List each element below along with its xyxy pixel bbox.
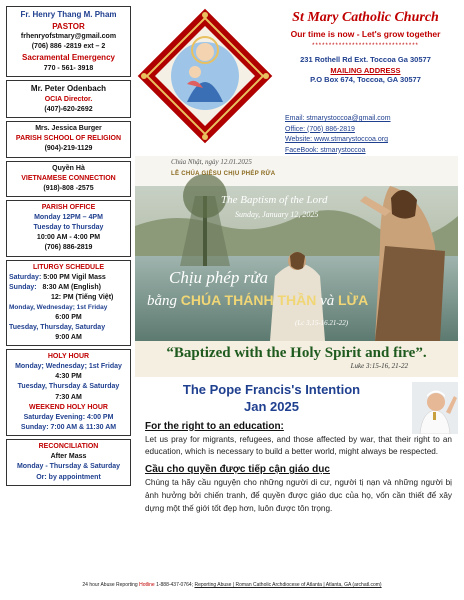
abuse-report-link[interactable]: Reporting Abuse | Roman Catholic Archdiocese of Atlanta | Atlanta, GA (archatl.com) xyxy=(194,582,382,588)
ocia-name: Mr. Peter Odenbach xyxy=(30,84,107,94)
pastor-box xyxy=(6,6,131,77)
banner-vn-line2 xyxy=(147,292,368,310)
main-content xyxy=(135,6,458,578)
liturgy-mwf-label: Monday, Wednesday; 1st Friday xyxy=(9,304,108,312)
liturgy-sun-label: Sunday: xyxy=(9,283,37,291)
vietnamese-role: VIETNAMESE CONNECTION xyxy=(21,174,116,182)
facebook-link[interactable]: FaceBook: stmarystoccoa xyxy=(285,146,366,154)
liturgy-box xyxy=(6,260,131,346)
reconciliation-title: RECONCILIATION xyxy=(38,443,99,451)
pastor-email[interactable]: frhenryofstmary@gmail.com xyxy=(20,33,117,41)
vietnamese-box xyxy=(6,161,131,197)
po-box: P.O Box 674, Toccoa, GA 30577 xyxy=(310,74,421,84)
website-link[interactable]: Website: www.stmarystoccoa.org xyxy=(285,136,388,143)
banner-vn-line2-mid: và xyxy=(316,293,338,309)
footer-hotline: Hotline xyxy=(139,582,155,588)
pastor-name: Fr. Henry Thang M. Pham xyxy=(20,10,117,19)
header xyxy=(135,6,458,156)
liturgy-sun-value-1: 8:30 AM (English) xyxy=(42,283,101,291)
liturgy-title: LITURGY SCHEDULE xyxy=(32,263,105,271)
holy-hour-line4: 7:30 AM xyxy=(55,393,82,401)
office-line3: 10:00 AM - 4:00 PM xyxy=(36,234,101,242)
vietnamese-phone: (918)-808 -2575 xyxy=(43,184,94,192)
intention-subtitle-vn: Cầu cho quyền được tiếp cận giáo dục xyxy=(145,464,330,476)
banner-vn-ref: (Lc 3,15-16.21-22) xyxy=(295,319,349,327)
banner-vn-line1: Chịu phép rửa xyxy=(169,268,268,287)
holy-hour-line1: Monday; Wednesday; 1st Friday xyxy=(15,363,122,371)
banner-vn-line2-pre: bằng xyxy=(147,293,181,309)
intention-title-1: The Pope Francis's Intention xyxy=(182,382,361,397)
banner-title-en: The Baptism of the Lord xyxy=(221,194,328,206)
banner-vn-line2-end: LỪA xyxy=(338,292,369,308)
street-address: 231 Rothell Rd Ext. Toccoa Ga 30577 xyxy=(300,55,431,64)
liturgy-sun-value-2: 12: PM (Tiếng Việt) xyxy=(51,294,114,302)
emergency-label: Sacramental Emergency xyxy=(22,53,115,63)
weekend-sat: Saturday Evening: 4:00 PM xyxy=(23,413,114,421)
holy-hour-box xyxy=(6,349,131,436)
banner-feast-vn: LỄ CHÚA GIÊSU CHỊU PHÉP RỬA xyxy=(171,171,276,177)
intention-title-2: Jan 2025 xyxy=(244,398,299,414)
religion-name: Mrs. Jessica Burger xyxy=(35,125,102,133)
reconciliation-line3: Or: by appointment xyxy=(36,473,101,481)
liturgy-sat-label: Saturday: xyxy=(9,273,42,281)
tagline: Our time is now - Let's grow together xyxy=(290,29,441,39)
mailing-label: MAILING ADDRESS xyxy=(330,65,401,75)
intention-text-vn: Chúng ta hãy cầu nguyện cho những người di cư, người tị nạn và những người bị ảnh hưởng bởi chiến tranh, để quyền được giáo dục của họ, vốn cần thiết để xây dựng một thế giới tốt đẹp hơn, luôn được tôn trọng. xyxy=(145,478,452,513)
holy-hour-line2: 4:30 PM xyxy=(55,373,82,381)
scripture-ref: Luke 3:15-16, 21-22 xyxy=(350,362,408,370)
banner-date-vn: Chúa Nhật, ngày 12.01.2025 xyxy=(171,158,252,166)
ocia-phone: (407)-620-2692 xyxy=(44,105,93,113)
reconciliation-box xyxy=(6,439,131,486)
sidebar xyxy=(6,6,131,576)
ocia-box xyxy=(6,80,131,118)
reconciliation-line1: After Mass xyxy=(50,453,87,461)
intention-subtitle-en: For the right to an education: xyxy=(145,420,284,432)
office-title: PARISH OFFICE xyxy=(41,203,96,211)
emergency-phone: 770 - 561- 3918 xyxy=(43,65,94,73)
liturgy-sat-value: 5:00 PM Vigil Mass xyxy=(43,273,106,281)
office-line1: Monday 12PM – 4PM xyxy=(34,214,103,222)
office-phone: (706) 886-2819 xyxy=(44,244,93,252)
holy-hour-line3: Tuesday, Thursday & Saturday xyxy=(17,383,120,391)
baptism-banner xyxy=(135,156,458,341)
intention-text-en: Let us pray for migrants, refugees, and those affected by war, that their right to an education, which is necessary to build a better world, might always be respected. xyxy=(145,434,452,457)
quote-band xyxy=(135,341,458,377)
office-line2: Tuesday to Thursday xyxy=(33,224,104,232)
pope-francis-photo xyxy=(412,382,458,434)
ocia-role: OCIA Director. xyxy=(44,95,93,103)
contact-list xyxy=(285,114,391,156)
vietnamese-name: Quyền Hà xyxy=(52,164,85,172)
liturgy-tts-label: Tuesday, Thursday, Saturday xyxy=(9,323,106,331)
reconciliation-line2: Monday - Thursday & Saturday xyxy=(16,463,121,471)
church-info xyxy=(273,10,458,85)
pastor-role: PASTOR xyxy=(52,21,85,31)
weekend-sun: Sunday: 7:00 AM & 11:30 AM xyxy=(20,424,117,432)
footer-mid: 1-888-437-0764; xyxy=(154,582,195,588)
footer xyxy=(0,582,464,588)
pastor-phone: (706) 886 -2819 ext – 2 xyxy=(31,43,106,51)
email-link[interactable]: Email: stmarystoccoa@gmail.com xyxy=(285,115,391,122)
scripture-quote: “Baptized with the Holy Spirit and fire”. xyxy=(166,345,427,361)
liturgy-mwf-value: 6:00 PM xyxy=(55,313,82,321)
footer-pre: 24 hour Abuse Reporting xyxy=(82,582,140,588)
religion-box xyxy=(6,121,131,157)
stars-divider: ******************************** xyxy=(312,43,419,49)
office-box xyxy=(6,200,131,257)
liturgy-tts-value: 9:00 AM xyxy=(55,333,82,341)
church-name: St Mary Catholic Church xyxy=(292,10,439,25)
religion-phone: (904)-219-1129 xyxy=(44,145,93,153)
pope-intention xyxy=(135,382,458,515)
holy-hour-title: HOLY HOUR xyxy=(47,353,90,361)
office-phone-link[interactable]: Office: (706) 886-2819 xyxy=(285,125,355,133)
religion-role: PARISH SCHOOL OF RELIGION xyxy=(15,135,122,143)
banner-date-en: Sunday, January 12, 2025 xyxy=(235,210,319,219)
baptism-image xyxy=(135,156,458,341)
banner-vn-line2-bold: CHÚA THÁNH THẦN xyxy=(180,292,317,308)
church-emblem-icon xyxy=(135,6,275,146)
weekend-holy-hour-title: WEEKEND HOLY HOUR xyxy=(29,403,108,411)
